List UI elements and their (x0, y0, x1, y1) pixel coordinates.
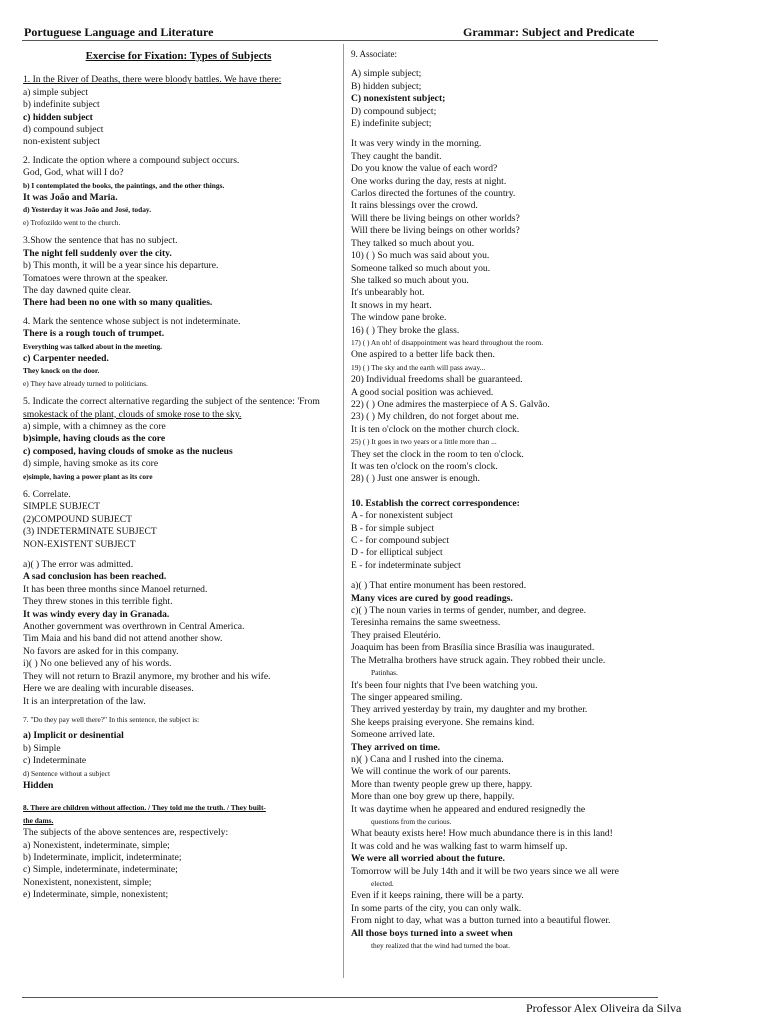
option: The day dawned quite clear. (23, 284, 131, 296)
item: n)( ) Cana and I rushed into the cinema. (351, 753, 504, 765)
left-column (23, 48, 334, 902)
item: 19) ( ) The sky and the earth will pass away... (351, 362, 486, 372)
question-prompt: 3.Show the sentence that has no subject. (23, 235, 178, 247)
item: Will there be living beings on other worlds? (351, 225, 520, 237)
option: c) Indeterminate (23, 755, 87, 767)
option: c) composed, having clouds of smoke as the nucleus (23, 445, 233, 457)
item: It snows in my heart. (351, 299, 432, 311)
item: They set the clock in the room to ten o'clock. (351, 448, 524, 460)
option: c) Simple, indeterminate, indeterminate; (23, 864, 178, 876)
item: No favors are asked for in this company. (23, 645, 179, 657)
option: a) Implicit or desinential (23, 730, 124, 742)
option: e) Indeterminate, simple, nonexistent; (23, 889, 169, 901)
item: Will there be living beings on other worlds? (351, 212, 520, 224)
item: Many vices are cured by good readings. (351, 592, 513, 604)
item: It rains blessings over the crowd. (351, 200, 478, 212)
option: b) Simple (23, 742, 61, 754)
item: Tomorrow will be July 14th and it will be two years since we all were (351, 865, 619, 877)
item: It was daytime when he appeared and endured resignedly the (351, 803, 586, 815)
exercise-title: Exercise for Fixation: Types of Subjects (85, 50, 272, 62)
item: Another government was overthrown in Central America. (23, 621, 245, 633)
item: In some parts of the city, you can only walk. (351, 902, 522, 914)
item: a)( ) That entire monument has been restored. (351, 580, 527, 592)
item: All those boys turned into a sweet when (351, 927, 513, 939)
question-prompt: 2. Indicate the option where a compound subject occurs. (23, 154, 240, 166)
footer-author: Professor Alex Oliveira da Silva (526, 1001, 682, 1015)
option: a) simple subject (23, 86, 89, 98)
item: More than twenty people grew up there, happy. (351, 778, 533, 790)
question-9 (351, 48, 767, 486)
category: NON-EXISTENT SUBJECT (23, 538, 136, 550)
item: they realized that the wind had turned the boat. (371, 941, 510, 951)
item: What beauty exists here! How much abundance there is in this land! (351, 828, 613, 840)
question-prompt: the dams. (23, 815, 54, 825)
option: e) Trofozildo went to the church. (23, 217, 121, 227)
option: c) Carpenter needed. (23, 352, 109, 364)
item: 25) ( ) It goes in two years or a little more than ... (351, 437, 497, 447)
item: Here we are dealing with incurable diseases. (23, 683, 194, 695)
option: B - for simple subject (351, 522, 435, 534)
item: It's unbearably hot. (351, 287, 425, 299)
option: a) simple, with a chimney as the core (23, 420, 166, 432)
question-4 (23, 316, 334, 390)
item: Tim Maia and his band did not attend another show. (23, 633, 223, 645)
option: Tomatoes were thrown at the speaker. (23, 272, 168, 284)
option: A) simple subject; (351, 68, 422, 80)
option: d) Sentence without a subject (23, 768, 111, 778)
item: The singer appeared smiling. (351, 691, 463, 703)
item: From night to day, what was a button turned into a beautiful flower. (351, 915, 611, 927)
option: a) Nonexistent, indeterminate, simple; (23, 839, 170, 851)
question-prompt: 5. Indicate the correct alternative regarding the subject of the sentence: 'From (23, 396, 320, 408)
item: It was cold and he was walking fast to warm himself up. (351, 840, 568, 852)
item: 28) ( ) Just one answer is enough. (351, 473, 480, 485)
item: Someone talked so much about you. (351, 262, 491, 274)
option: C - for compound subject (351, 535, 450, 547)
item: Even if it keeps raining, there will be a party. (351, 890, 524, 902)
item: A sad conclusion has been reached. (23, 571, 167, 583)
item: It has been three months since Manoel returned. (23, 583, 208, 595)
option: b) Indeterminate, implicit, indeterminate; (23, 851, 182, 863)
item: questions from the curious. (371, 816, 452, 826)
option: b) I contemplated the books, the paintings, and the other things. (23, 180, 225, 190)
question-prompt: 7. "Do they pay well there?" In this sentence, the subject is: (23, 714, 200, 724)
item: Joaquim has been from Brasília since Brasília was inaugurated. (351, 642, 595, 654)
category: (3) INDETERMINATE SUBJECT (23, 526, 157, 538)
question-prompt: 8. There are children without affection. / They told me the truth. / They built- (23, 803, 266, 813)
option: d) compound subject (23, 124, 104, 136)
item: One works during the day, rests at night. (351, 175, 507, 187)
item: It was very windy in the morning. (351, 138, 482, 150)
item: It was ten o'clock on the room's clock. (351, 461, 498, 472)
item: A good social position was achieved. (351, 386, 494, 398)
item: 23) ( ) My children, do not forget about me. (351, 411, 519, 423)
option: b) indefinite subject (23, 99, 100, 111)
option: d) simple, having smoke as its core (23, 458, 159, 470)
item: 10) ( ) So much was said about you. (351, 250, 490, 262)
question-7 (23, 714, 334, 792)
item: Carlos directed the fortunes of the country. (351, 188, 516, 200)
item: They talked so much about you. (351, 237, 475, 249)
category: SIMPLE SUBJECT (23, 501, 101, 513)
question-prompt: 6. Correlate. (23, 489, 71, 500)
item: We will continue the work of our parents. (351, 766, 511, 778)
category: (2)COMPOUND SUBJECT (23, 513, 133, 525)
question-prompt: 1. In the River of Deaths, there were bloody battles. We have there: (23, 74, 282, 86)
question-prompt: 10. Establish the correct correspondence: (351, 497, 520, 509)
header-rule (22, 40, 658, 41)
item: a)( ) The error was admitted. (23, 559, 134, 571)
question-6 (23, 489, 334, 708)
item: 22) ( ) One admires the masterpiece of A S. Galvão. (351, 398, 550, 410)
item: She talked so much about you. (351, 274, 469, 286)
item: Someone arrived late. (351, 729, 435, 741)
item: More than one boy grew up there, happily. (351, 791, 515, 803)
question-10 (351, 498, 767, 953)
item: Do you know the value of each word? (351, 163, 498, 175)
option: e) They have already turned to politicians. (23, 378, 148, 388)
question-1 (23, 74, 334, 148)
item: It is an interpretation of the law. (23, 695, 146, 707)
item: They arrived on time. (351, 741, 440, 753)
option: Hidden (23, 779, 54, 791)
option: E) indefinite subject; (351, 118, 432, 130)
question-3 (23, 235, 334, 309)
item: They praised Eleutério. (351, 629, 441, 641)
item: They threw stones in this terrible fight. (23, 596, 173, 608)
header-subject: Portuguese Language and Literature (24, 25, 214, 39)
footer-rule (22, 997, 658, 998)
item: They will not return to Brazil anymore, my brother and his wife. (23, 670, 271, 682)
option: Everything was talked about in the meeting. (23, 341, 162, 351)
option: non-existent subject (23, 136, 100, 148)
item: i)( ) No one believed any of his words. (23, 658, 172, 670)
question-prompt: 4. Mark the sentence whose subject is not indeterminate. (23, 315, 241, 327)
option: There had been no one with so many qualities. (23, 297, 213, 309)
question-prompt: 9. Associate: (351, 49, 397, 59)
item: Teresinha remains the same sweetness. (351, 617, 501, 629)
item: The Metralha brothers have struck again. They robbed their uncle. (351, 654, 606, 666)
item: c)( ) The noun varies in terms of gender, number, and degree. (351, 605, 587, 617)
option: It was João and Maria. (23, 192, 118, 204)
item: 20) Individual freedoms shall be guaranteed. (351, 374, 523, 386)
item: The window pane broke. (351, 312, 447, 324)
item: They arrived yesterday by train, my daughter and my brother. (351, 704, 588, 716)
option: A - for nonexistent subject (351, 510, 453, 522)
item: Patinhas. (371, 668, 398, 678)
option: D - for elliptical subject (351, 547, 443, 559)
right-column (351, 48, 767, 952)
question-8 (23, 802, 334, 901)
item: It is ten o'clock on the mother church clock. (351, 423, 520, 435)
item: elected. (371, 879, 394, 888)
option: E - for indeterminate subject (351, 559, 461, 571)
question-prompt: The subjects of the above sentences are, respectively: (23, 827, 229, 839)
option: B) hidden subject; (351, 80, 422, 92)
option: Nonexistent, nonexistent, simple; (23, 876, 152, 888)
question-2 (23, 155, 334, 229)
option: b)simple, having clouds as the core (23, 433, 166, 445)
item: They caught the bandit. (351, 150, 442, 162)
item: It's been four nights that I've been watching you. (351, 679, 538, 691)
option: b) This month, it will be a year since his departure. (23, 260, 219, 272)
option: They knock on the door. (23, 366, 100, 376)
option: There is a rough touch of trumpet. (23, 328, 165, 340)
item: It was windy every day in Granada. (23, 608, 170, 620)
option: C) nonexistent subject; (351, 93, 446, 105)
option: D) compound subject; (351, 105, 437, 117)
option: d) Yesterday it was João and José, today. (23, 205, 152, 215)
option: e)simple, having a power plant as its core (23, 471, 153, 481)
item: 17) ( ) An oh! of disappointment was heard throughout the room. (351, 337, 544, 347)
item: One aspired to a better life back then. (351, 349, 495, 361)
item: We were all worried about the future. (351, 853, 505, 865)
column-divider (343, 44, 344, 978)
option: The night fell suddenly over the city. (23, 247, 172, 259)
question-5 (23, 396, 334, 483)
header-topic: Grammar: Subject and Predicate (463, 25, 635, 39)
question-prompt: smokestack of the plant, clouds of smoke rose to the sky. (23, 408, 242, 420)
item: 16) ( ) They broke the glass. (351, 324, 460, 336)
option: c) hidden subject (23, 111, 93, 123)
option: God, God, what will I do? (23, 167, 124, 179)
item: She keeps praising everyone. She remains kind. (351, 716, 535, 728)
